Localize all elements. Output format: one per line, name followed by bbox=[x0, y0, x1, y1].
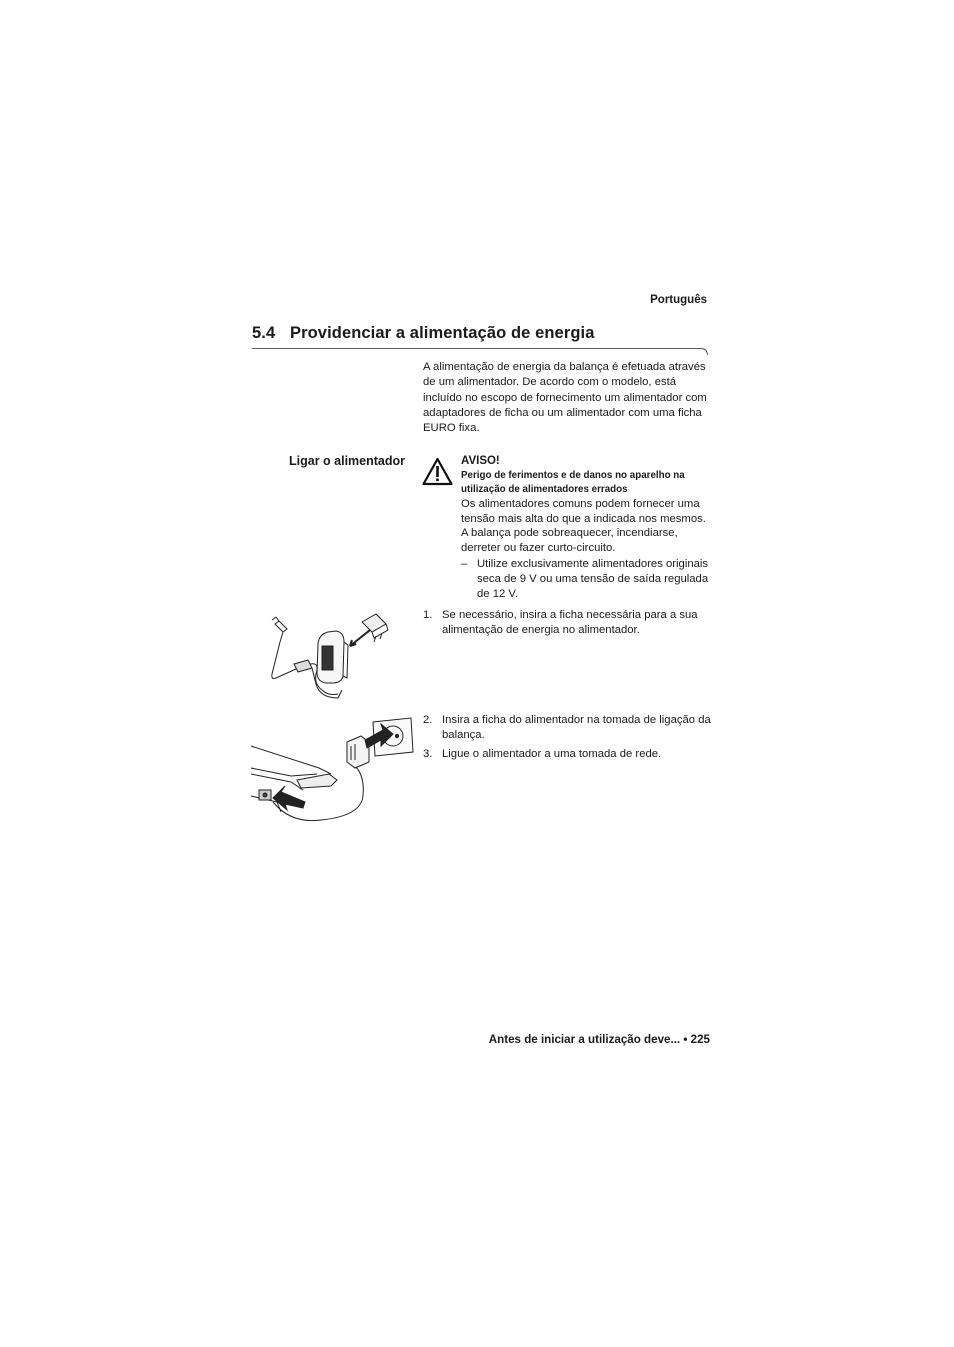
section-number: 5.4 bbox=[252, 324, 276, 342]
bullet-dash: – bbox=[461, 557, 468, 570]
step-number: 3. bbox=[423, 748, 433, 760]
step-1 bbox=[423, 608, 713, 639]
step-text: Ligue o alimentador a uma tomada de rede. bbox=[442, 748, 662, 760]
warning-body: Os alimentadores comuns podem fornecer uma tensão mais alta do que a indicada nos mesmos. A balança pode sobreaquecer, incendiarse, derreter ou fazer curto-circuito. bbox=[461, 497, 706, 555]
step-text: Insira a ficha do alimentador na tomada de ligação da balança. bbox=[442, 714, 711, 742]
warning-bullet bbox=[461, 557, 711, 601]
warning-box bbox=[461, 454, 711, 601]
section-heading bbox=[252, 324, 595, 343]
section-rule bbox=[252, 348, 708, 358]
adapter-plug-illustration bbox=[266, 612, 396, 707]
language-label: Português bbox=[650, 294, 707, 306]
scale-socket-illustration bbox=[251, 716, 416, 828]
step-number: 1. bbox=[423, 609, 433, 621]
warning-subtitle: Perigo de ferimentos e de danos no aparelho na utilização de alimentadores errados bbox=[461, 469, 685, 495]
step-text: Se necessário, insira a ficha necessária para a sua alimentação de energia no alimentador. bbox=[442, 609, 698, 637]
step-2 bbox=[423, 713, 713, 744]
side-heading: Ligar o alimentador bbox=[289, 454, 405, 468]
section-title: Providenciar a alimentação de energia bbox=[290, 324, 595, 342]
warning-title: AVISO! bbox=[461, 455, 500, 467]
page-footer: Antes de iniciar a utilização deve... • 225 bbox=[488, 1033, 710, 1046]
step-number: 2. bbox=[423, 714, 433, 726]
intro-paragraph: A alimentação de energia da balança é efetuada através de um alimentador. De acordo com o modelo, está incluído no escopo de fornecimento um alimentador com adaptadores de ficha ou um alimentador com uma ficha EURO fixa. bbox=[423, 361, 707, 435]
warning-bullet-text: Utilize exclusivamente alimentadores originais seca de 9 V ou uma tensão de saída regulada de 12 V. bbox=[477, 557, 709, 600]
step-3 bbox=[423, 747, 713, 762]
warning-triangle-icon bbox=[422, 457, 453, 486]
